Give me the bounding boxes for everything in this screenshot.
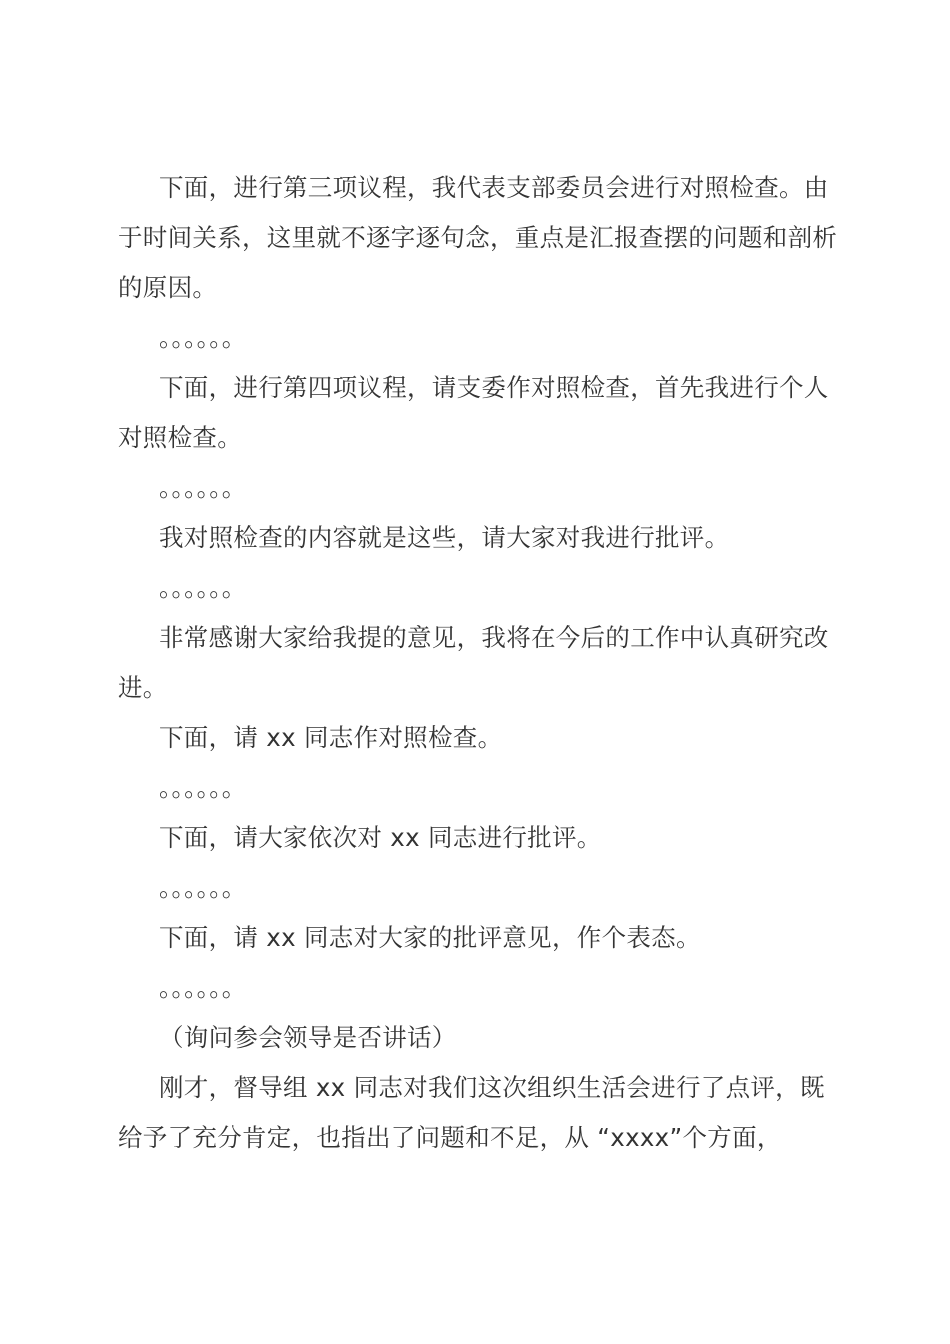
paragraph-fourth-agenda: 下面，进行第四项议程，请支委作对照检查，首先我进行个人对照检查。 — [118, 373, 829, 452]
paragraph-supervision-review: 刚才，督导组 xx 同志对我们这次组织生活会进行了点评，既给予了充分肯定，也指出了问题和不足，从 “xxxx”个方面， — [118, 1073, 825, 1152]
paragraph-third-agenda: 下面，进行第三项议程，我代表支部委员会进行对照检查。由于时间关系，这里就不逐字逐句念，重点是汇报查摆的问题和剖析的原因。 — [118, 173, 838, 302]
ellipsis-line: 。。。。。。 — [159, 773, 247, 802]
paragraph-criticize-comrade: 下面，请大家依次对 xx 同志进行批评。 — [159, 823, 602, 852]
ellipsis-line: 。。。。。。 — [159, 473, 247, 502]
document-body — [118, 163, 838, 1163]
paragraph-comrade-response: 下面，请 xx 同志对大家的批评意见，作个表态。 — [159, 923, 701, 952]
ellipsis-line: 。。。。。。 — [159, 323, 247, 352]
ellipsis-line: 。。。。。。 — [159, 973, 247, 1002]
paragraph-thanks: 非常感谢大家给我提的意见，我将在今后的工作中认真研究改进。 — [118, 623, 829, 702]
paragraph-comrade-check: 下面，请 xx 同志作对照检查。 — [159, 723, 503, 752]
ellipsis-line: 。。。。。。 — [159, 873, 247, 902]
paragraph-request-criticism: 我对照检查的内容就是这些，请大家对我进行批评。 — [159, 523, 730, 552]
paragraph-ask-leaders: （询问参会领导是否讲话） — [159, 1023, 457, 1052]
ellipsis-line: 。。。。。。 — [159, 573, 247, 602]
